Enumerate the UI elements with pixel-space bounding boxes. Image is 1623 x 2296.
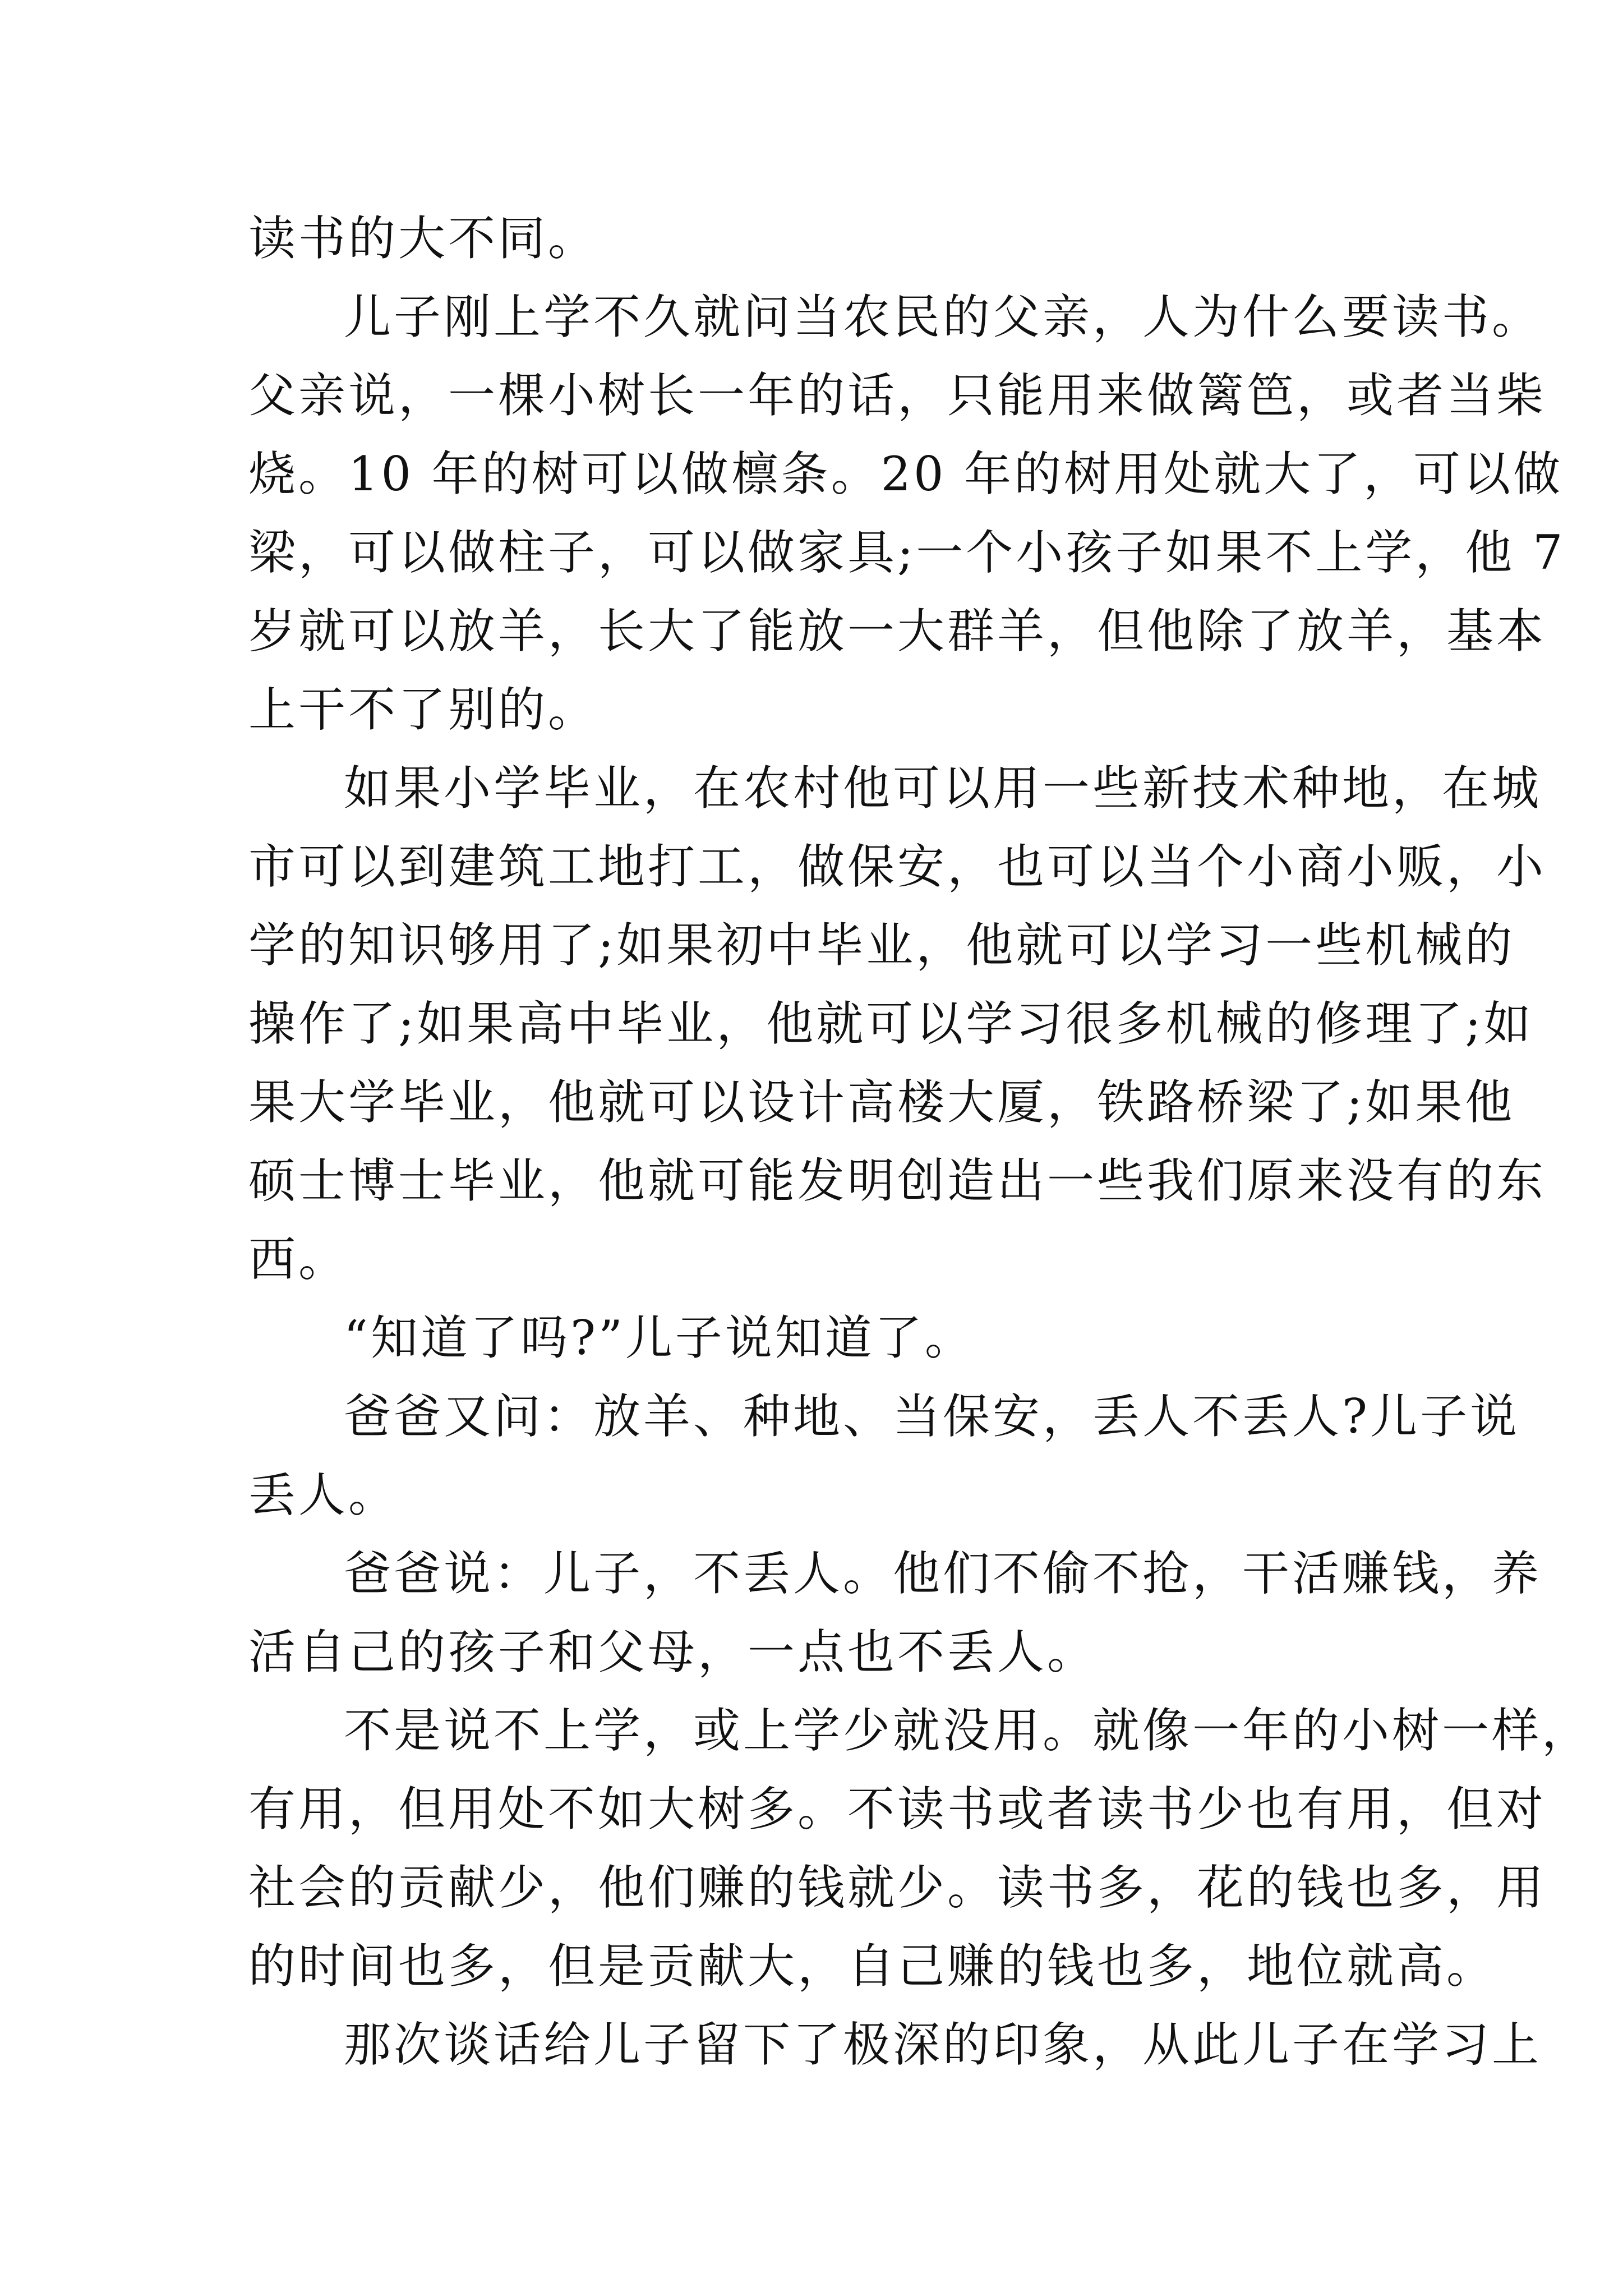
paragraph-first-line: 不是说不上学，或上学少就没用。就像一年的小树一样， [344, 1703, 1592, 1758]
text-line: 硕士博士毕业，他就可能发明创造出一些我们原来没有的东 [248, 1153, 1547, 1208]
text-line: 学的知识够用了;如果初中毕业，他就可以学习一些机械的 [248, 918, 1515, 973]
text-line: 丢人。 [248, 1467, 399, 1522]
text-line: 果大学毕业，他就可以设计高楼大厦，铁路桥梁了;如果他 [248, 1075, 1515, 1130]
text-line: 读书的大不同。 [248, 211, 598, 266]
paragraph-first-line: 如果小学毕业，在农村他可以用一些新技术种地，在城 [344, 761, 1542, 816]
text-line: 有用，但用处不如大树多。不读书或者读书少也有用，但对 [248, 1782, 1547, 1837]
paragraph-first-line: 爸爸又问：放羊、种地、当保安，丢人不丢人?儿子说 [344, 1389, 1520, 1444]
paragraph-first-line: 儿子刚上学不久就问当农民的父亲，人为什么要读书。 [344, 289, 1542, 344]
text-line: 的时间也多，但是贡献大，自己赚的钱也多，地位就高。 [248, 1939, 1497, 1994]
paragraph-first-line: 爸爸说：儿子，不丢人。他们不偷不抢，干活赚钱，养 [344, 1546, 1542, 1601]
text-line: 社会的贡献少，他们赚的钱就少。读书多，花的钱也多，用 [248, 1860, 1547, 1915]
text-line: 父亲说，一棵小树长一年的话，只能用来做篱笆，或者当柴 [248, 368, 1547, 423]
text-line: 活自己的孩子和父母，一点也不丢人。 [248, 1625, 1098, 1680]
text-line: 岁就可以放羊，长大了能放一大群羊，但他除了放羊，基本 [248, 604, 1547, 659]
text-line: 西。 [248, 1232, 349, 1287]
paragraph-first-line: 那次谈话给儿子留下了极深的印象，从此儿子在学习上 [344, 2017, 1542, 2072]
paragraph-first-line: “知道了吗?”儿子说知道了。 [344, 1310, 975, 1365]
text-line: 烧。10 年的树可以做檩条。20 年的树用处就大了，可以做 [248, 447, 1564, 501]
text-line: 操作了;如果高中毕业，他就可以学习很多机械的修理了;如 [248, 996, 1534, 1051]
text-line: 上干不了别的。 [248, 682, 598, 737]
text-line: 市可以到建筑工地打工，做保安，也可以当个小商小贩，小 [248, 839, 1547, 894]
body-text [248, 199, 1592, 2084]
text-line: 梁，可以做柱子，可以做家具;一个小孩子如果不上学，他 7 [248, 525, 1566, 580]
